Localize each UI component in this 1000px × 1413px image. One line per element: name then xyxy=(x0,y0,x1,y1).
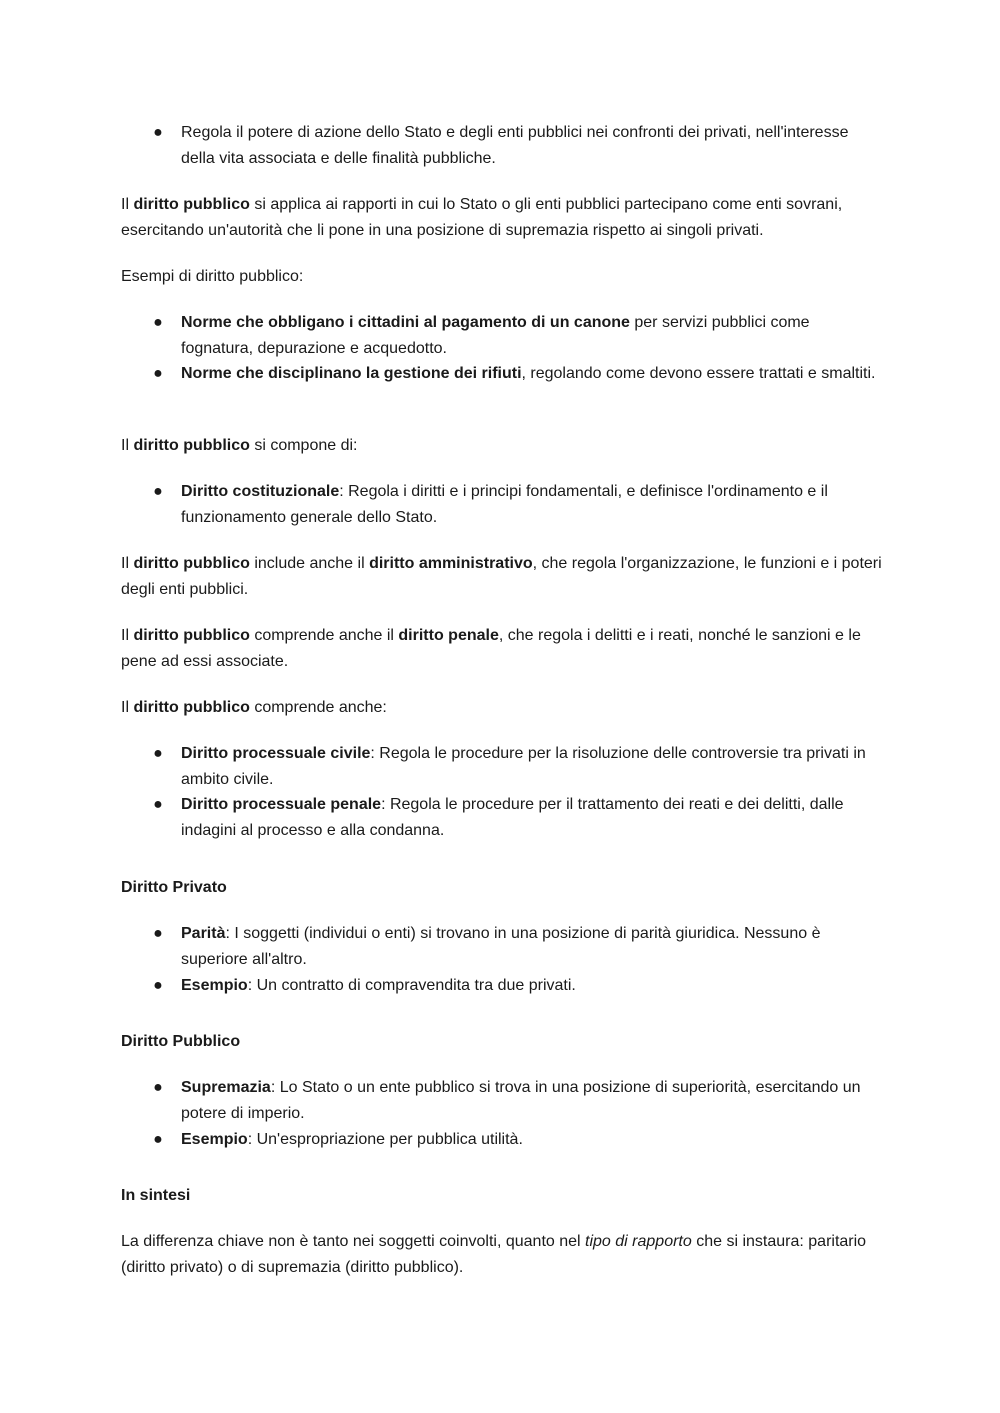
list-item xyxy=(181,973,886,999)
bold-term: Esempio xyxy=(181,977,248,994)
bold-term: Norme che obbligano i cittadini al pagamento di un canone xyxy=(181,314,630,331)
list-item xyxy=(181,479,886,531)
text-segment: La differenza chiave non è tanto nei soggetti coinvolti, quanto nel xyxy=(121,1233,586,1250)
bullet-marker: ● xyxy=(153,796,163,813)
list-item-text: : Regola le procedure per la risoluzione delle controversie tra privati in ambito civile. xyxy=(181,745,866,788)
list-item-text: per servizi pubblici come fognatura, depurazione e acquedotto. xyxy=(181,314,810,357)
bullet-marker: ● xyxy=(153,1131,163,1148)
list-item xyxy=(181,792,886,844)
list-item xyxy=(181,1075,886,1127)
paragraph-criminal-law xyxy=(121,623,883,675)
text-segment: comprende anche il xyxy=(249,627,399,644)
bullet-marker: ● xyxy=(153,365,163,382)
text-segment: , che regola i delitti e i reati, nonché le sanzioni e le pene ad essi associate. xyxy=(121,627,861,670)
list-item xyxy=(181,310,886,362)
text-segment: include anche il xyxy=(249,555,370,572)
list-item-text: : Lo Stato o un ente pubblico si trova in una posizione di superiorità, esercitando un potere di imperio. xyxy=(181,1079,861,1122)
bullet-marker: ● xyxy=(153,977,163,994)
bold-term: Supremazia xyxy=(181,1079,271,1096)
bold-term: diritto pubblico xyxy=(133,196,250,213)
text-segment: Il xyxy=(121,555,134,572)
bold-term: diritto pubblico xyxy=(133,627,250,644)
text-segment: Il xyxy=(121,437,134,454)
list-item xyxy=(181,120,886,172)
bold-term: Parità xyxy=(181,925,226,942)
list-item-text: : Un contratto di compravendita tra due privati. xyxy=(247,977,576,994)
text-segment: Il xyxy=(121,196,134,213)
section-heading-public-law: Diritto Pubblico xyxy=(121,1033,241,1050)
list-item xyxy=(181,921,886,973)
paragraph-examples-intro: Esempi di diritto pubblico: xyxy=(121,268,304,285)
bold-term: diritto pubblico xyxy=(133,555,250,572)
paragraph-procedural-intro xyxy=(121,695,883,721)
bold-term: Diritto costituzionale xyxy=(181,483,340,500)
list-item-text: : Un'espropriazione per pubblica utilità. xyxy=(247,1131,523,1148)
paragraph-administrative-law xyxy=(121,551,883,603)
text-segment: comprende anche: xyxy=(249,699,387,716)
bold-term: Diritto processuale penale xyxy=(181,796,382,813)
bullet-marker: ● xyxy=(153,483,163,500)
bold-term: diritto penale xyxy=(398,627,499,644)
bullet-marker: ● xyxy=(153,1079,163,1096)
list-item-text: : I soggetti (individui o enti) si trovano in una posizione di parità giuridica. Nessuno è superiore all'altro. xyxy=(181,925,821,968)
list-item-text: : Regola i diritti e i principi fondamentali, e definisce l'ordinamento e il funzionamento generale dello Stato. xyxy=(181,483,828,526)
list-item xyxy=(181,1127,886,1153)
bullet-marker: ● xyxy=(153,745,163,762)
text-segment: Il xyxy=(121,627,134,644)
bullet-marker: ● xyxy=(153,124,163,141)
bold-term: diritto pubblico xyxy=(133,437,250,454)
bullet-marker: ● xyxy=(153,925,163,942)
section-heading-summary: In sintesi xyxy=(121,1187,191,1204)
text-segment: si compone di: xyxy=(249,437,358,454)
bold-term: Esempio xyxy=(181,1131,248,1148)
bold-term: diritto pubblico xyxy=(133,699,250,716)
list-item-text: : Regola le procedure per il trattamento dei reati e dei delitti, dalle indagini al processo e alla condanna. xyxy=(181,796,844,839)
bold-term: Diritto processuale civile xyxy=(181,745,371,762)
bold-term: diritto amministrativo xyxy=(369,555,533,572)
italic-term: tipo di rapporto xyxy=(585,1233,692,1250)
list-item-text: Regola il potere di azione dello Stato e degli enti pubblici nei confronti dei privati, nell'interesse della vita associata e delle finalità pubbliche. xyxy=(181,124,849,167)
section-heading-private-law: Diritto Privato xyxy=(121,879,227,896)
text-segment: Il xyxy=(121,699,134,716)
paragraph-public-law-definition xyxy=(121,192,883,244)
paragraph-summary xyxy=(121,1229,883,1281)
paragraph-components-intro xyxy=(121,433,883,459)
bullet-marker: ● xyxy=(153,314,163,331)
list-item xyxy=(181,741,886,793)
text-segment: che si instaura: paritario (diritto privato) o di supremazia (diritto pubblico). xyxy=(121,1233,867,1276)
list-item-text: , regolando come devono essere trattati e smaltiti. xyxy=(521,365,876,382)
text-segment: , che regola l'organizzazione, le funzioni e i poteri degli enti pubblici. xyxy=(121,555,882,598)
list-item xyxy=(181,361,886,387)
text-segment: si applica ai rapporti in cui lo Stato o gli enti pubblici partecipano come enti sovrani, esercitando un'autorità che li pone in una posizione di supremazia rispetto ai singoli privati. xyxy=(121,196,843,239)
bold-term: Norme che disciplinano la gestione dei rifiuti xyxy=(181,365,522,382)
